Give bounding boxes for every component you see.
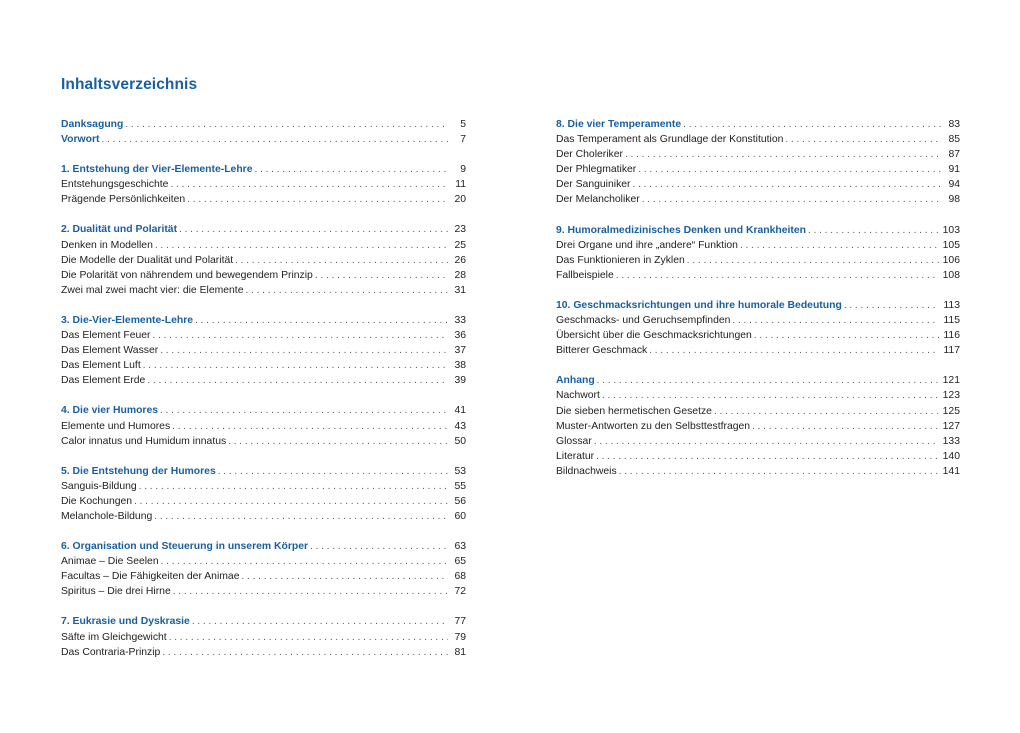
entry-label: Das Element Luft xyxy=(61,360,141,372)
page-number: 83 xyxy=(948,119,960,130)
page-number: 108 xyxy=(942,269,960,281)
dot-leader xyxy=(195,313,448,328)
entry-label: Vorwort xyxy=(61,134,100,146)
toc-subentry[interactable] xyxy=(556,192,960,207)
toc-left-column xyxy=(61,117,466,675)
toc-chapter-entry[interactable] xyxy=(61,403,466,418)
dot-leader xyxy=(752,419,939,434)
toc-subentry[interactable] xyxy=(61,479,466,494)
toc-subentry[interactable] xyxy=(556,328,960,343)
dot-leader xyxy=(139,479,448,494)
entry-label: Der Sanguiniker xyxy=(556,179,631,191)
page-number: 36 xyxy=(454,330,466,342)
page-number: 9 xyxy=(460,164,466,176)
dot-leader xyxy=(740,238,939,253)
dot-leader xyxy=(255,162,448,177)
entry-label: 3. Die-Vier-Elemente-Lehre xyxy=(61,314,194,326)
dot-leader xyxy=(844,298,940,313)
page-number: 55 xyxy=(454,480,466,492)
dot-leader xyxy=(616,268,939,283)
dot-leader xyxy=(155,238,448,253)
toc-chapter-entry[interactable] xyxy=(61,162,466,177)
dot-leader xyxy=(596,449,939,464)
page-number: 63 xyxy=(454,541,466,553)
page-number: 87 xyxy=(948,149,960,161)
page-number: 85 xyxy=(948,134,960,146)
entry-label: Literatur xyxy=(556,450,595,462)
dot-leader xyxy=(315,268,448,283)
dot-leader xyxy=(310,539,448,554)
toc-subentry[interactable] xyxy=(61,268,466,283)
dot-leader xyxy=(683,117,942,132)
entry-label: 5. Die Entstehung der Humores xyxy=(61,465,216,477)
page-title: Inhaltsverzeichnis xyxy=(61,76,198,93)
page-number: 115 xyxy=(943,315,960,327)
page-number: 79 xyxy=(454,631,466,643)
entry-label: Animae – Die Seelen xyxy=(61,556,159,568)
toc-chapter-entry[interactable] xyxy=(61,464,466,479)
page-number: 20 xyxy=(454,194,466,206)
entry-label: Übersicht über die Geschmacksrichtungen xyxy=(556,330,752,342)
dot-leader xyxy=(162,645,448,660)
toc-subentry[interactable] xyxy=(61,434,466,449)
entry-label: Die Modelle der Dualität und Polarität xyxy=(61,254,234,266)
page-number: 11 xyxy=(455,179,466,191)
toc-subentry[interactable] xyxy=(556,419,960,434)
toc-right-column xyxy=(556,117,960,494)
toc-section xyxy=(556,373,960,479)
dot-leader xyxy=(192,614,448,629)
dot-leader xyxy=(642,192,942,207)
toc-subentry[interactable] xyxy=(556,449,960,464)
entry-label: Der Melancholiker xyxy=(556,194,640,206)
toc-subentry[interactable] xyxy=(61,238,466,253)
page-number: 103 xyxy=(942,224,960,236)
toc-chapter-entry[interactable] xyxy=(556,117,960,132)
page-number: 26 xyxy=(454,254,466,266)
toc-subentry[interactable] xyxy=(556,313,960,328)
page-number: 94 xyxy=(948,179,960,191)
entry-label: Sanguis-Bildung xyxy=(61,480,137,492)
dot-leader xyxy=(170,177,448,192)
toc-subentry[interactable] xyxy=(61,584,466,599)
page-number: 81 xyxy=(454,646,466,658)
dot-leader xyxy=(147,373,448,388)
dot-leader xyxy=(687,253,939,268)
toc-subentry[interactable] xyxy=(61,253,466,268)
page-number: 60 xyxy=(454,510,466,522)
toc-section xyxy=(556,298,960,358)
dot-leader xyxy=(218,464,448,479)
page-number: 127 xyxy=(942,420,960,432)
entry-label: Das Element Feuer xyxy=(61,330,151,342)
toc-subentry[interactable] xyxy=(61,192,466,207)
page-number: 50 xyxy=(454,435,466,447)
page-number: 141 xyxy=(942,465,960,477)
toc-section xyxy=(61,614,466,659)
page-number: 5 xyxy=(460,119,466,130)
entry-label: Das Temperament als Grundlage der Konstitution xyxy=(556,134,784,146)
entry-label: 2. Dualität und Polarität xyxy=(61,224,178,236)
entry-label: Das Element Wasser xyxy=(61,345,159,357)
page-number: 53 xyxy=(454,465,466,477)
page-number: 56 xyxy=(454,495,466,507)
dot-leader xyxy=(173,584,448,599)
page-number: 98 xyxy=(948,194,960,206)
entry-label: 6. Organisation und Steuerung in unserem Körper xyxy=(61,541,309,553)
dot-leader xyxy=(245,283,448,298)
toc-section xyxy=(556,223,960,283)
toc-subentry[interactable] xyxy=(556,238,960,253)
entry-label: 1. Entstehung der Vier-Elemente-Lehre xyxy=(61,164,253,176)
page-number: 68 xyxy=(454,571,466,583)
entry-label: Zwei mal zwei macht vier: die Elemente xyxy=(61,284,244,296)
page-number: 38 xyxy=(454,360,466,372)
toc-subentry[interactable] xyxy=(61,569,466,584)
toc-chapter-entry[interactable] xyxy=(61,614,466,629)
entry-label: 10. Geschmacksrichtungen und ihre humorale Bedeutung xyxy=(556,299,842,311)
toc-section xyxy=(61,117,466,147)
entry-label: Fallbeispiele xyxy=(556,269,614,281)
toc-subentry[interactable] xyxy=(61,645,466,660)
toc-subentry[interactable] xyxy=(61,554,466,569)
page-number: 33 xyxy=(454,314,466,326)
dot-leader xyxy=(172,419,448,434)
toc-subentry[interactable] xyxy=(556,404,960,419)
toc-subentry[interactable] xyxy=(556,147,960,162)
page-number: 106 xyxy=(942,254,960,266)
entry-label: Muster-Antworten zu den Selbsttestfragen xyxy=(556,420,751,432)
page-number: 23 xyxy=(454,224,466,236)
entry-label: Das Contraria-Prinzip xyxy=(61,646,161,658)
dot-leader xyxy=(160,343,448,358)
toc-subentry[interactable] xyxy=(556,434,960,449)
entry-label: Der Choleriker xyxy=(556,149,623,161)
toc-chapter-entry[interactable] xyxy=(61,222,466,237)
toc-section xyxy=(556,117,960,208)
page-number: 117 xyxy=(943,345,960,357)
dot-leader xyxy=(153,328,448,343)
page-number: 125 xyxy=(942,405,960,417)
dot-leader xyxy=(633,177,942,192)
entry-label: Spiritus – Die drei Hirne xyxy=(61,586,171,598)
toc-section xyxy=(61,313,466,388)
entry-label: Denken in Modellen xyxy=(61,239,153,251)
toc-subentry[interactable] xyxy=(61,630,466,645)
entry-label: Das Funktionieren in Zyklen xyxy=(556,254,685,266)
dot-leader xyxy=(732,313,939,328)
page-number: 39 xyxy=(454,375,466,387)
page-number: 72 xyxy=(454,586,466,598)
toc-subentry[interactable] xyxy=(61,283,466,298)
entry-label: 7. Eukrasie und Dyskrasie xyxy=(61,616,190,628)
toc-subentry[interactable] xyxy=(61,509,466,524)
entry-label: Elemente und Humores xyxy=(61,420,171,432)
toc-chapter-entry[interactable] xyxy=(61,132,466,147)
toc-subentry[interactable] xyxy=(556,464,960,479)
toc-subentry[interactable] xyxy=(556,343,960,358)
dot-leader xyxy=(101,132,448,147)
entry-label: Das Element Erde xyxy=(61,375,146,387)
page-number: 123 xyxy=(942,390,960,402)
entry-label: Bildnachweis xyxy=(556,465,617,477)
page-number: 113 xyxy=(943,299,960,311)
page-number: 25 xyxy=(454,239,466,251)
toc-subentry[interactable] xyxy=(61,358,466,373)
dot-leader xyxy=(602,388,939,403)
toc-subentry[interactable] xyxy=(61,494,466,509)
entry-label: Geschmacks- und Geruchsempfinden xyxy=(556,315,731,327)
toc-subentry[interactable] xyxy=(556,177,960,192)
page-number: 41 xyxy=(454,405,466,417)
page-number: 37 xyxy=(454,345,466,357)
dot-leader xyxy=(228,434,448,449)
entry-label: Der Phlegmatiker xyxy=(556,164,637,176)
dot-leader xyxy=(187,192,448,207)
dot-leader xyxy=(125,117,448,132)
page-number: 65 xyxy=(454,556,466,568)
dot-leader xyxy=(808,223,939,238)
toc-subentry[interactable] xyxy=(556,268,960,283)
toc-subentry[interactable] xyxy=(556,132,960,147)
toc-section xyxy=(61,539,466,599)
toc-subentry[interactable] xyxy=(556,162,960,177)
entry-label: Die sieben hermetischen Gesetze xyxy=(556,405,712,417)
toc-chapter-entry[interactable] xyxy=(556,298,960,313)
entry-label: 9. Humoralmedizinisches Denken und Krankheiten xyxy=(556,224,807,236)
page-number: 121 xyxy=(942,375,960,387)
entry-label: Bitterer Geschmack xyxy=(556,345,648,357)
dot-leader xyxy=(134,494,448,509)
dot-leader xyxy=(619,464,939,479)
dot-leader xyxy=(160,403,448,418)
toc-subentry[interactable] xyxy=(61,177,466,192)
dot-leader xyxy=(161,554,448,569)
entry-label: Prägende Persönlichkeiten xyxy=(61,194,186,206)
toc-subentry[interactable] xyxy=(556,388,960,403)
dot-leader xyxy=(597,373,939,388)
entry-label: Die Kochungen xyxy=(61,495,133,507)
entry-label: Entstehungsgeschichte xyxy=(61,179,169,191)
entry-label: Melanchole-Bildung xyxy=(61,510,153,522)
dot-leader xyxy=(638,162,942,177)
toc-subentry[interactable] xyxy=(61,328,466,343)
page-number: 31 xyxy=(454,284,466,296)
toc-section xyxy=(61,403,466,448)
entry-label: Facultas – Die Fähigkeiten der Animae xyxy=(61,571,240,583)
toc-chapter-entry[interactable] xyxy=(61,313,466,328)
toc-section xyxy=(61,162,466,207)
page-number: 91 xyxy=(948,164,960,176)
dot-leader xyxy=(154,509,448,524)
dot-leader xyxy=(594,434,939,449)
dot-leader xyxy=(143,358,448,373)
entry-label: Säfte im Gleichgewicht xyxy=(61,631,167,643)
toc-chapter-entry[interactable] xyxy=(61,117,466,132)
page-number: 77 xyxy=(454,616,466,628)
entry-label: Glossar xyxy=(556,435,592,447)
toc-chapter-entry[interactable] xyxy=(556,223,960,238)
entry-label: 8. Die vier Temperamente xyxy=(556,119,682,130)
page-number: 116 xyxy=(943,330,960,342)
dot-leader xyxy=(241,569,448,584)
toc-chapter-entry[interactable] xyxy=(61,539,466,554)
entry-label: Drei Organe und ihre „andere“ Funktion xyxy=(556,239,738,251)
dot-leader xyxy=(169,630,448,645)
entry-label: 4. Die vier Humores xyxy=(61,405,159,417)
entry-label: Anhang xyxy=(556,375,595,387)
dot-leader xyxy=(649,343,939,358)
dot-leader xyxy=(235,253,448,268)
toc-subentry[interactable] xyxy=(61,373,466,388)
page-number: 140 xyxy=(942,450,960,462)
entry-label: Calor innatus und Humidum innatus xyxy=(61,435,227,447)
toc-subentry[interactable] xyxy=(61,343,466,358)
dot-leader xyxy=(179,222,448,237)
toc-section xyxy=(61,222,466,297)
toc-section xyxy=(61,464,466,524)
entry-label: Die Polarität von nährendem und bewegendem Prinzip xyxy=(61,269,313,281)
dot-leader xyxy=(625,147,942,162)
page-number: 133 xyxy=(942,435,960,447)
page-number: 7 xyxy=(460,134,466,146)
toc-subentry[interactable] xyxy=(556,253,960,268)
page-number: 105 xyxy=(942,239,960,251)
toc-subentry[interactable] xyxy=(61,419,466,434)
dot-leader xyxy=(785,132,942,147)
entry-label: Nachwort xyxy=(556,390,600,402)
entry-label: Danksagung xyxy=(61,119,124,130)
page-number: 43 xyxy=(454,420,466,432)
dot-leader xyxy=(754,328,940,343)
page-number: 28 xyxy=(454,269,466,281)
toc-chapter-entry[interactable] xyxy=(556,373,960,388)
dot-leader xyxy=(714,404,939,419)
